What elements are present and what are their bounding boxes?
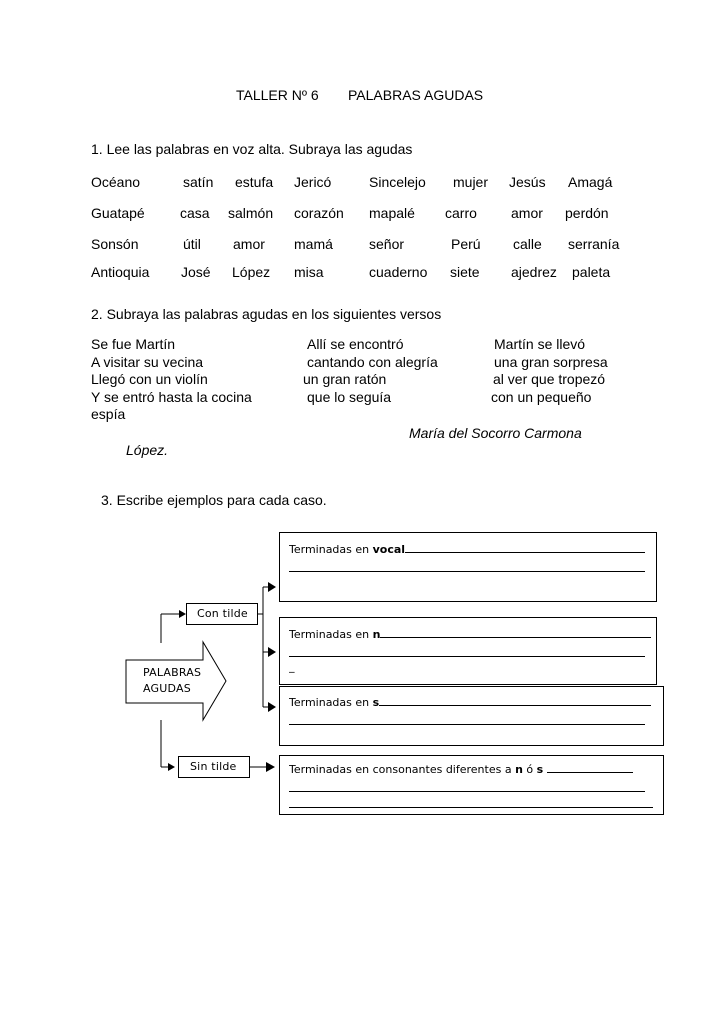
- answer-line[interactable]: [289, 713, 645, 725]
- word-item[interactable]: salmón: [228, 205, 274, 221]
- verse-line: Allí se encontró: [307, 336, 404, 352]
- stray-underscore: _: [289, 660, 295, 673]
- section2-instruction: 2. Subraya las palabras agudas en los siguientes versos: [91, 306, 442, 322]
- word-item[interactable]: útil: [183, 236, 201, 252]
- answer-line[interactable]: [289, 560, 645, 572]
- word-item[interactable]: Perú: [451, 236, 481, 252]
- worksheet-topic: PALABRAS AGUDAS: [348, 87, 484, 103]
- word-item[interactable]: José: [181, 264, 211, 280]
- n-examples-box: [279, 617, 657, 685]
- s-prompt: Terminadas en s: [289, 695, 655, 709]
- arrowhead-icon: [168, 763, 175, 771]
- word-item[interactable]: Jericó: [294, 174, 332, 190]
- word-item[interactable]: Sonsón: [91, 236, 139, 252]
- sin-tilde-label: Sin tilde: [190, 760, 237, 773]
- verse-line: Se fue Martín: [91, 336, 176, 352]
- word-item[interactable]: serranía: [568, 236, 620, 252]
- word-item[interactable]: siete: [450, 264, 480, 280]
- answer-blank[interactable]: [405, 542, 645, 553]
- verse-line: Martín se llevó: [494, 336, 586, 352]
- word-item[interactable]: López: [232, 264, 271, 280]
- verse-line: espía: [91, 406, 126, 422]
- word-item[interactable]: satín: [183, 174, 214, 190]
- verse-line: A visitar su vecina: [91, 353, 204, 370]
- verse-line: Y se entró hasta la cocina: [91, 388, 252, 405]
- answer-blank[interactable]: [379, 695, 651, 706]
- word-item[interactable]: amor: [511, 205, 543, 221]
- arrowhead-icon: [268, 702, 276, 712]
- word-item[interactable]: señor: [369, 236, 405, 252]
- answer-line[interactable]: [289, 780, 645, 792]
- word-item[interactable]: perdón: [565, 205, 609, 221]
- word-item[interactable]: misa: [294, 264, 324, 280]
- palabras-agudas-label: PALABRAS AGUDAS: [143, 666, 202, 695]
- con-tilde-label: Con tilde: [197, 607, 248, 620]
- arrowhead-icon: [266, 762, 275, 772]
- verse-line: una gran sorpresa: [494, 353, 608, 370]
- word-item[interactable]: corazón: [294, 205, 344, 221]
- arrowhead-icon: [268, 582, 276, 592]
- verse-line: con un pequeño: [491, 388, 592, 405]
- con-tilde-box: [186, 603, 258, 625]
- verse-line: al ver que tropezó: [493, 371, 606, 387]
- word-item[interactable]: Sincelejo: [369, 174, 426, 190]
- word-item[interactable]: mujer: [453, 174, 489, 190]
- vocal-examples-box: [279, 532, 657, 602]
- s-examples-box: [279, 686, 664, 746]
- word-item[interactable]: calle: [513, 236, 542, 252]
- n-prompt: Terminadas en n: [289, 627, 651, 641]
- word-item[interactable]: Jesús: [509, 174, 546, 190]
- verse-line: cantando con alegría: [307, 353, 438, 370]
- section3-instruction: 3. Escribe ejemplos para cada caso.: [101, 492, 327, 508]
- section1-instruction: 1. Lee las palabras en voz alta. Subraya las agudas: [91, 141, 413, 157]
- author-surname: López.: [126, 442, 169, 458]
- word-item[interactable]: mamá: [294, 236, 333, 252]
- consonantes-prompt: Terminadas en consonantes diferentes a n ó s: [289, 762, 659, 776]
- answer-blank[interactable]: [380, 627, 651, 638]
- verse-line: un gran ratón: [303, 371, 387, 387]
- word-item[interactable]: Amagá: [568, 174, 613, 190]
- verse-line: Llegó con un violín: [91, 371, 208, 387]
- answer-line[interactable]: [289, 796, 653, 808]
- word-item[interactable]: Océano: [91, 174, 141, 190]
- arrowhead-icon: [179, 610, 186, 618]
- sin-tilde-box: [178, 756, 250, 778]
- consonantes-examples-box: [279, 755, 664, 815]
- word-item[interactable]: ajedrez: [511, 264, 557, 280]
- answer-line[interactable]: [289, 645, 645, 657]
- vocal-prompt: Terminadas en vocal: [289, 542, 649, 556]
- verse-line: que lo seguía: [307, 388, 392, 405]
- word-item[interactable]: amor: [233, 236, 265, 252]
- arrowhead-icon: [268, 647, 276, 657]
- word-item[interactable]: estufa: [235, 174, 274, 190]
- worksheet-number: TALLER Nº 6: [236, 87, 319, 103]
- word-item[interactable]: cuaderno: [369, 264, 428, 280]
- word-item[interactable]: Antioquia: [91, 264, 150, 280]
- word-item[interactable]: carro: [445, 205, 477, 221]
- answer-blank[interactable]: [547, 762, 633, 773]
- author-name: María del Socorro Carmona: [409, 425, 582, 441]
- word-item[interactable]: casa: [180, 205, 210, 221]
- word-item[interactable]: mapalé: [369, 205, 415, 221]
- word-item[interactable]: Guatapé: [91, 205, 145, 221]
- word-item[interactable]: paleta: [572, 264, 611, 280]
